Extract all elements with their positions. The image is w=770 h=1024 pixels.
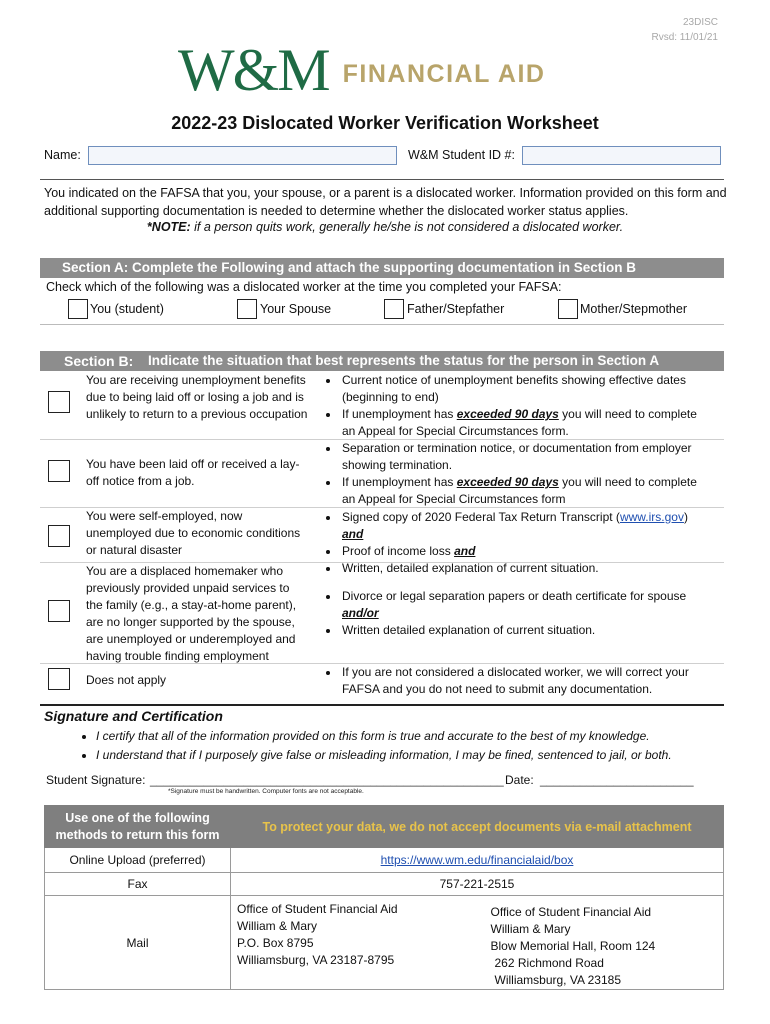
docs-does-not-apply bbox=[322, 664, 702, 698]
wm-financial-aid-logo bbox=[178, 37, 546, 103]
doc-item bbox=[340, 474, 702, 508]
doc-item bbox=[340, 406, 702, 440]
student-signature-label: Student Signature: bbox=[46, 773, 146, 787]
doc-item: • If you are not considered a dislocated worker, we will correct your FAFSA and you do not need to submit any documentation. bbox=[340, 664, 702, 698]
checkbox-self-employed[interactable] bbox=[48, 525, 70, 547]
doc-text: you will need to complete an Appeal for Special Circumstances form. bbox=[342, 407, 697, 438]
date-line[interactable]: _______________________ bbox=[540, 773, 694, 787]
doc-emphasis: exceeded 90 days bbox=[456, 407, 559, 421]
logo-financial-aid-text: FINANCIAL AID bbox=[342, 59, 546, 88]
address-line: Williamsburg, VA 23187-8795 bbox=[237, 953, 395, 967]
fax-number: 757-221-2515 bbox=[231, 873, 724, 896]
mail-address-street bbox=[477, 896, 724, 990]
section-b-instruction: Indicate the situation that best represents the status for the person in Section A bbox=[148, 353, 660, 368]
mail-address-po-box bbox=[231, 896, 477, 990]
intro-text: You indicated on the FAFSA that you, your spouse, or a parent is a dislocated worker. Information provided on this form and additional supporting documentation is needed to determine whether the dislocated worker status applies. bbox=[44, 186, 727, 218]
email-warning: To protect your data, we do not accept documents via e-mail attachment bbox=[231, 806, 724, 848]
checkbox-does-not-apply[interactable] bbox=[48, 668, 70, 690]
address-line: Office of Student Financial Aid bbox=[237, 902, 398, 916]
doc-item: • Written detailed explanation of current situation. bbox=[340, 622, 702, 639]
section-a-divider bbox=[40, 324, 724, 325]
certification-item: • I certify that all of the information provided on this form is true and accurate to the best of my knowledge. bbox=[96, 727, 672, 746]
name-label: Name: bbox=[44, 148, 81, 162]
doc-emphasis: exceeded 90 days bbox=[456, 475, 559, 489]
docs-self-employed bbox=[322, 509, 702, 577]
docs-laid-off bbox=[322, 440, 702, 508]
section-b-heading bbox=[40, 351, 724, 371]
option-you-student: You (student) bbox=[90, 302, 164, 316]
mail-label: Mail bbox=[45, 896, 231, 990]
docs-displaced-homemaker bbox=[322, 588, 702, 639]
situation-does-not-apply: Does not apply bbox=[86, 673, 167, 687]
doc-item: • Written, detailed explanation of current situation. bbox=[340, 560, 702, 577]
checkbox-unemployment-benefits[interactable] bbox=[48, 391, 70, 413]
doc-text: Proof of income loss bbox=[342, 544, 455, 558]
doc-item bbox=[340, 543, 702, 560]
situation-unemployment-benefits: You are receiving unemployment benefits due to being laid off or losing a job and is unlikely to return to a previous occupation bbox=[86, 373, 308, 421]
checkbox-displaced-homemaker[interactable] bbox=[48, 600, 70, 622]
certification-item: • I understand that if I purposely give false or misleading information, I may be fined, sentenced to jail, or both. bbox=[96, 746, 672, 765]
note-body: if a person quits work, generally he/she is not considered a dislocated worker. bbox=[190, 220, 624, 234]
address-line: Williamsburg, VA 23185 bbox=[494, 973, 622, 987]
doc-item: • Current notice of unemployment benefits showing effective dates (beginning to end) bbox=[340, 372, 702, 406]
fax-label: Fax bbox=[45, 873, 231, 896]
doc-item bbox=[340, 588, 702, 622]
situation-laid-off: You have been laid off or received a lay-off notice from a job. bbox=[86, 457, 300, 488]
section-a-heading: Section A: Complete the Following and attach the supporting documentation in Section B bbox=[40, 258, 724, 278]
option-mother: Mother/Stepmother bbox=[580, 302, 687, 316]
situation-displaced-homemaker: You are a displaced homemaker who previously provided unpaid services to the family (e.g., a stay-at-home parent), are no longer supported by the spouse, are unemployed or underemployed and having trouble finding employment bbox=[86, 564, 297, 663]
return-methods-header-text: Use one of the following methods to return this form bbox=[55, 810, 220, 842]
student-id-label: W&M Student ID #: bbox=[408, 148, 515, 162]
checkbox-mother[interactable] bbox=[558, 299, 578, 319]
checkbox-father[interactable] bbox=[384, 299, 404, 319]
doc-emphasis: and bbox=[342, 527, 364, 541]
divider bbox=[40, 179, 724, 180]
signature-title: Signature and Certification bbox=[44, 708, 223, 724]
doc-emphasis: and/or bbox=[342, 606, 379, 620]
doc-text: If unemployment has bbox=[342, 475, 457, 489]
doc-text: Signed copy of 2020 Federal Tax Return Transcript ( bbox=[342, 510, 620, 524]
doc-item: • Separation or termination notice, or documentation from employer showing termination. bbox=[340, 440, 702, 474]
irs-link[interactable]: www.irs.gov bbox=[619, 510, 684, 524]
checkbox-your-spouse[interactable] bbox=[237, 299, 257, 319]
date-label: Date: bbox=[505, 773, 534, 787]
student-signature-line[interactable]: _____________________________________________________ bbox=[150, 773, 504, 787]
doc-text: ) bbox=[683, 510, 688, 524]
note-text bbox=[0, 220, 770, 234]
section-b-label: Section B: bbox=[64, 353, 134, 369]
option-father: Father/Stepfather bbox=[407, 302, 505, 316]
address-line: William & Mary bbox=[490, 922, 571, 936]
return-methods-table bbox=[44, 805, 724, 990]
section-a-prompt: Check which of the following was a dislocated worker at the time you completed your FAFSA: bbox=[46, 280, 562, 294]
option-your-spouse: Your Spouse bbox=[260, 302, 332, 316]
address-line: Blow Memorial Hall, Room 124 bbox=[490, 939, 656, 953]
doc-text: you will need to complete an Appeal for Special Circumstances form bbox=[342, 475, 697, 506]
section-b-bottom-rule bbox=[40, 704, 724, 706]
docs-unemployment-benefits bbox=[322, 372, 702, 440]
student-id-field[interactable] bbox=[522, 146, 721, 165]
signature-note: *Signature must be handwritten. Computer fonts are not acceptable. bbox=[168, 788, 364, 795]
revised-date: Rvsd: 11/01/21 bbox=[651, 32, 718, 43]
name-field[interactable] bbox=[88, 146, 397, 165]
checkbox-laid-off[interactable] bbox=[48, 460, 70, 482]
doc-emphasis: and bbox=[454, 544, 476, 558]
online-upload-label: Online Upload (preferred) bbox=[45, 848, 231, 873]
address-line: 262 Richmond Road bbox=[494, 956, 604, 970]
doc-text: If unemployment has bbox=[342, 407, 457, 421]
checkbox-you-student[interactable] bbox=[68, 299, 88, 319]
form-code: 23DISC bbox=[682, 17, 718, 28]
note-label: *NOTE: bbox=[146, 220, 191, 234]
address-line: Office of Student Financial Aid bbox=[490, 905, 652, 919]
online-upload-link[interactable]: https://www.wm.edu/financialaid/box bbox=[380, 853, 574, 867]
page-title: 2022-23 Dislocated Worker Verification Worksheet bbox=[171, 113, 599, 133]
address-line: William & Mary bbox=[237, 919, 317, 933]
situation-self-employed: You were self-employed, now unemployed due to economic conditions or natural disaster bbox=[86, 509, 301, 557]
return-methods-header bbox=[45, 806, 231, 848]
address-line: P.O. Box 8795 bbox=[237, 936, 314, 950]
form-code-block bbox=[651, 15, 718, 45]
doc-item bbox=[340, 509, 702, 543]
logo-wm-text: W&M bbox=[178, 37, 329, 103]
doc-text: Divorce or legal separation papers or death certificate for spouse bbox=[342, 589, 687, 603]
certification-list bbox=[78, 727, 672, 765]
